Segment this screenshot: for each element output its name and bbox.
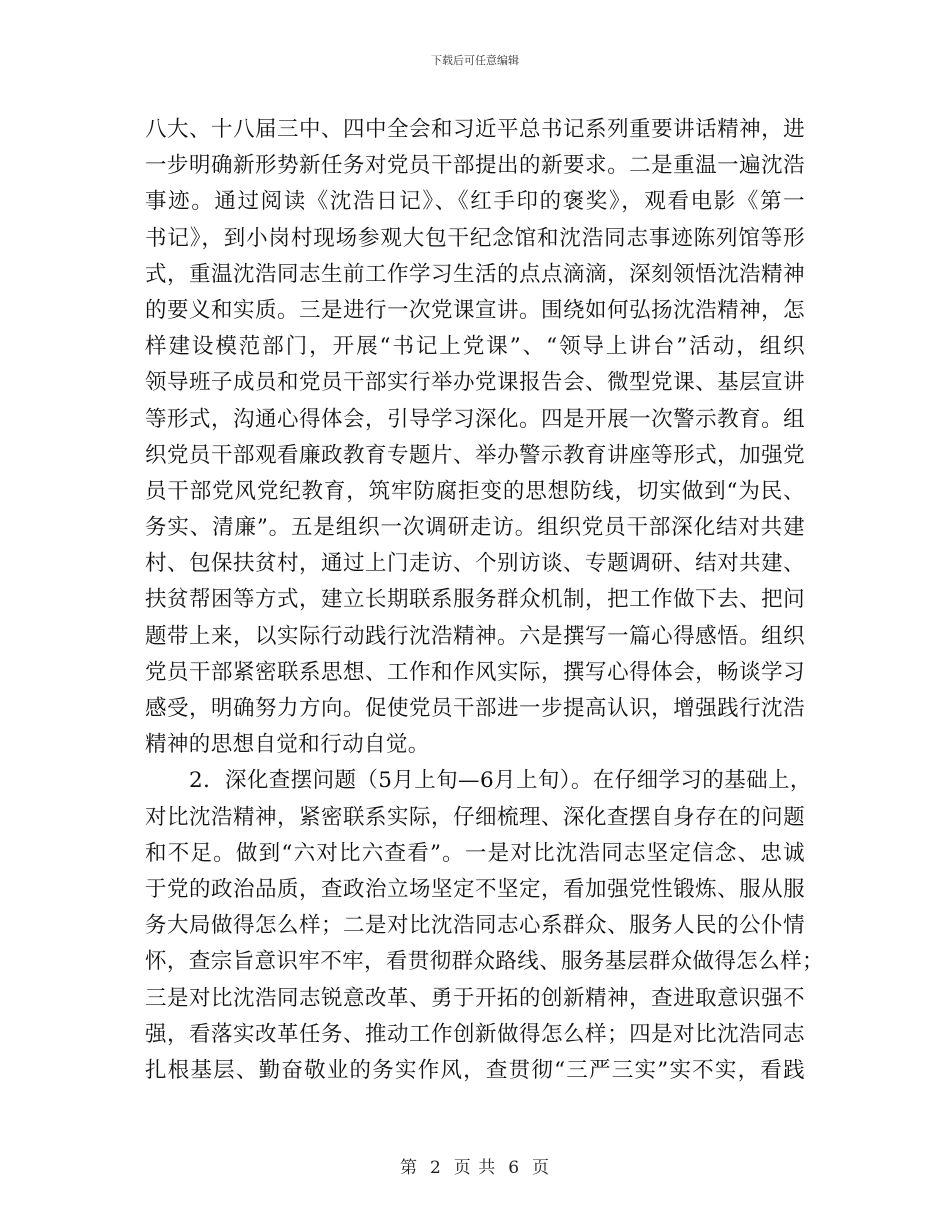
- text-line: 于党的政治品质，查政治立场坚定不坚定，看加强党性锻炼、服从服: [145, 876, 805, 902]
- text-line: 一步明确新形势新任务对党员干部提出的新要求。二是重温一遍沈浩: [145, 153, 805, 179]
- text-line: 等形式，沟通心得体会，引导学习深化。四是开展一次警示教育。组: [145, 406, 805, 432]
- text-line: 扶贫帮困等方式，建立长期联系服务群众机制，把工作做下去、把问: [145, 587, 805, 613]
- footer-prefix: 第: [399, 1158, 418, 1178]
- text-line: 样建设模范部门，开展“书记上党课”、“领导上讲台”活动，组织: [145, 334, 805, 360]
- text-line: 务大局做得怎么样；二是对比沈浩同志心系群众、服务人民的公仆情: [145, 913, 805, 939]
- text-line: 题带上来，以实际行动践行沈浩精神。六是撰写一篇心得感悟。组织: [145, 623, 805, 649]
- document-body: [145, 112, 824, 1089]
- text-line: 织党员干部观看廉政教育专题片、举办警示教育讲座等形式，加强党: [145, 442, 805, 468]
- text-line: 精神的思想自觉和行动自觉。: [145, 732, 430, 758]
- current-page-number: 2: [429, 1158, 442, 1178]
- text-line: 怀，查宗旨意识牢不牢，看贯彻群众路线、服务基层群众做得怎么样；: [145, 949, 824, 975]
- text-line: 领导班子成员和党员干部实行举办党课报告会、微型党课、基层宣讲: [145, 370, 805, 396]
- text-line: 的要义和实质。三是进行一次党课宣讲。围绕如何弘扬沈浩精神，怎: [145, 297, 805, 323]
- footer-mid: 页 共: [453, 1158, 497, 1178]
- text-line: 党员干部紧密联系思想、工作和作风实际，撰写心得体会，畅谈学习: [145, 659, 805, 685]
- text-line: 员干部党风党纪教育，筑牢防腐拒变的思想防线，切实做到“为民、: [145, 478, 805, 504]
- text-line: 村、包保扶贫村，通过上门走访、个别访谈、专题调研、结对共建、: [145, 551, 805, 577]
- text-line: 扎根基层、勤奋敬业的务实作风，查贯彻“三严三实”实不实，看践: [145, 1057, 805, 1083]
- text-line: 书记》，到小岗村现场参观大包干纪念馆和沈浩同志事迹陈列馆等形: [145, 225, 805, 251]
- page-footer: [0, 1153, 950, 1178]
- text-line: 2．深化查摆问题（5月上旬—6月上旬）。在仔细学习的基础上，: [189, 768, 812, 794]
- text-line: 三是对比沈浩同志锐意改革、勇于开拓的创新精神，查进取意识强不: [145, 985, 805, 1011]
- text-line: 对比沈浩精神，紧密联系实际，仔细梳理、深化查摆自身存在的问题: [145, 804, 805, 830]
- text-line: 和不足。做到“六对比六查看”。一是对比沈浩同志坚定信念、忠诚: [145, 840, 805, 866]
- text-line: 强，看落实改革任务、推动工作创新做得怎么样；四是对比沈浩同志: [145, 1021, 805, 1047]
- text-line: 八大、十八届三中、四中全会和习近平总书记系列重要讲话精神，进: [145, 117, 805, 142]
- footer-suffix: 页: [532, 1158, 551, 1178]
- text-line: 式，重温沈浩同志生前工作学习生活的点点滴滴，深刻领悟沈浩精神: [145, 261, 805, 287]
- text-line: 感受，明确努力方向。促使党员干部进一步提高认识，增强践行沈浩: [145, 696, 805, 721]
- total-pages-number: 6: [508, 1158, 521, 1178]
- page-header: 下载后可任意编辑: [431, 54, 519, 67]
- text-line: 事迹。通过阅读《沈浩日记》、《红手印的褒奖》，观看电影《第一: [145, 189, 805, 215]
- text-line: 务实、清廉”。五是组织一次调研走访。组织党员干部深化结对共建: [145, 515, 805, 541]
